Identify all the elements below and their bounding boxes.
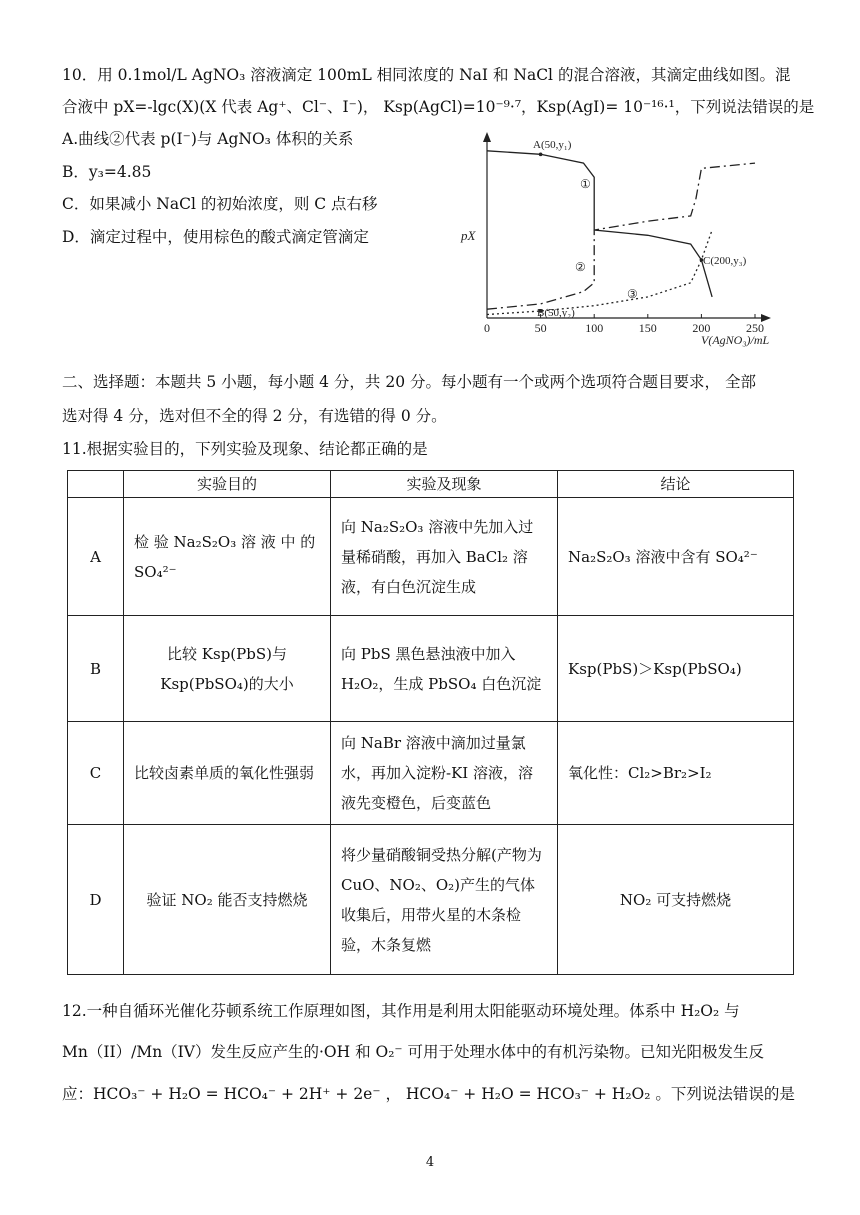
y-axis-label: pX [461, 228, 476, 243]
curve-3-label: ③ [627, 287, 638, 301]
point-b-label: B(50,y₂) [537, 307, 575, 319]
row-conclusion: NO₂ 可支持燃烧 [558, 825, 794, 975]
q12-stem-line2: Mn（II）/Mn（IV）发生反应产生的·OH 和 O₂⁻ 可用于处理水体中的有机污染物。已知光阳极发生反 [62, 1043, 765, 1061]
curve-1-line [487, 151, 712, 297]
q10-option-c: C．如果减小 NaCl 的初始浓度，则 C 点右移 [62, 195, 378, 213]
data-point-marker [539, 153, 543, 157]
x-tick-label: 50 [534, 321, 547, 335]
table-row [68, 498, 794, 616]
page-number: 4 [425, 1155, 435, 1170]
point-labels [533, 139, 747, 319]
row-experiment: 向 NaBr 溶液中滴加过量氯水，再加入淀粉-KI 溶液，溶液先变橙色，后变蓝色 [331, 722, 558, 825]
q10-option-d: D．滴定过程中，使用棕色的酸式滴定管滴定 [62, 228, 369, 246]
curve-1-label: ① [580, 177, 591, 191]
row-experiment: 向 Na₂S₂O₃ 溶液中先加入过量稀硝酸，再加入 BaCl₂ 溶液，有白色沉淀生成 [331, 498, 558, 616]
table-row [68, 825, 794, 975]
row-conclusion: 氧化性：Cl₂>Br₂>I₂ [558, 722, 794, 825]
row-experiment: 将少量硝酸铜受热分解(产物为 CuO、NO₂、O₂)产生的气体收集后，用带火星的木条检验，木条复燃 [331, 825, 558, 975]
row-conclusion: Na₂S₂O₃ 溶液中含有 SO₄²⁻ [558, 498, 794, 616]
point-c-label: C(200,y₃) [703, 255, 747, 267]
table-header-experiment: 实验及现象 [331, 471, 558, 498]
x-ticks [484, 314, 764, 335]
row-purpose: 检 验 Na₂S₂O₃ 溶 液 中 的 SO₄²⁻ [124, 498, 331, 616]
y-axis-arrow [483, 132, 491, 142]
x-tick-label: 100 [585, 321, 604, 335]
table-header-blank [68, 471, 124, 498]
q10-option-b: B．y₃=4.85 [62, 163, 152, 181]
curve-2-line [487, 163, 755, 309]
section2-instructions-line1: 二、选择题：本题共 5 小题，每小题 4 分，共 20 分。每小题有一个或两个选项符合题目要求， 全部 [62, 373, 756, 391]
row-letter: B [68, 616, 124, 722]
q12-stem-line3: 应：HCO₃⁻ + H₂O = HCO₄⁻ + 2H⁺ + 2e⁻ ， HCO₄⁻ + H₂O = HCO₃⁻ + H₂O₂ 。下列说法错误的是 [62, 1085, 795, 1103]
section2-instructions-line2: 选对得 4 分，选对但不全的得 2 分，有选错的得 0 分。 [62, 407, 447, 425]
titration-curve-chart [445, 128, 800, 348]
row-experiment: 向 PbS 黑色悬浊液中加入 H₂O₂，生成 PbSO₄ 白色沉淀 [331, 616, 558, 722]
x-tick-label: 250 [746, 321, 764, 335]
q10-stem-line1: 10．用 0.1mol/L AgNO₃ 溶液滴定 100mL 相同浓度的 NaI 和 NaCl 的混合溶液，其滴定曲线如图。混 [62, 66, 791, 84]
experiment-table [67, 470, 794, 975]
x-axis-label: V(AgNO₃)/mL [701, 333, 770, 347]
q11-stem: 11.根据实验目的，下列实验及现象、结论都正确的是 [62, 440, 428, 458]
curve-2-label: ② [575, 260, 586, 274]
table-row [68, 722, 794, 825]
row-purpose: 验证 NO₂ 能否支持燃烧 [124, 825, 331, 975]
table-header-row [68, 471, 794, 498]
row-conclusion: Ksp(PbS)＞Ksp(PbSO₄) [558, 616, 794, 722]
row-purpose: 比较卤素单质的氧化性强弱 [124, 722, 331, 825]
curves [487, 151, 755, 315]
row-letter: D [68, 825, 124, 975]
table-row [68, 616, 794, 722]
curve-3-line [487, 230, 712, 315]
q10-option-a: A.曲线②代表 p(I⁻)与 AgNO₃ 体积的关系 [62, 130, 354, 148]
q12-stem-line1: 12.一种自循环光催化芬顿系统工作原理如图，其作用是利用太阳能驱动环境处理。体系中 H₂O₂ 与 [62, 1002, 740, 1020]
row-letter: A [68, 498, 124, 616]
table-header-conclusion: 结论 [558, 471, 794, 498]
table-header-purpose: 实验目的 [124, 471, 331, 498]
x-tick-label: 0 [484, 321, 490, 335]
row-purpose: 比较 Ksp(PbS)与 Ksp(PbSO₄)的大小 [124, 616, 331, 722]
x-tick-label: 200 [692, 321, 711, 335]
row-letter: C [68, 722, 124, 825]
x-tick-label: 150 [638, 321, 657, 335]
point-a-label: A(50,y₁) [533, 139, 572, 151]
q10-stem-line2: 合液中 pX=-lgc(X)(X 代表 Ag⁺、Cl⁻、I⁻)， Ksp(AgCl)=10⁻⁹·⁷，Ksp(AgI)= 10⁻¹⁶·¹，下列说法错误的是 [62, 98, 815, 116]
